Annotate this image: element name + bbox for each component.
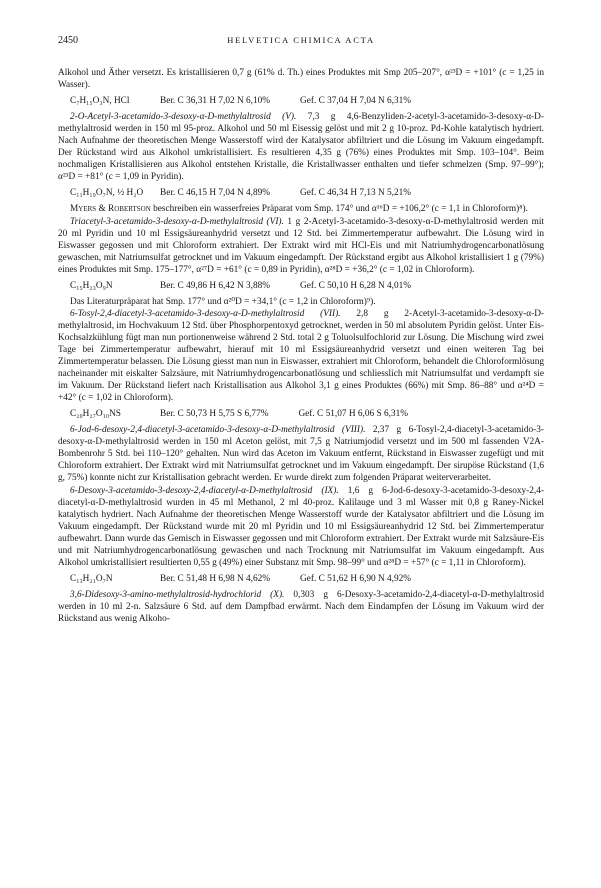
journal-title: HELVETICA CHIMICA ACTA bbox=[227, 35, 375, 45]
molecular-formula: C₁₃H₂₁O₇N bbox=[70, 573, 113, 584]
found-values: Gef. C 37,04 H 7,04 N 6,31% bbox=[300, 96, 412, 107]
paragraph-text: 1 g 2-Acetyl-3-acetamido-3-desoxy-α-D-methylaltrosid werden mit 20 ml Pyridin und 10 ml Essigsäureanhydrid versetzt und 12 Std. bei Zimmertemperatur aufbewahrt. Die Lösung wird in Eiswasser gegossen und mit Chloroform extrahiert. Der Extrakt wird mit HCl-Eis und mit Natriumhydrogencarbonatlösung gewaschen, mit Natriumsulfat getrocknet und im Vakuum eingedampft. Der Rückstand ergibt aus Alkohol kristallisiert 1 g (79%) eines Produktes mit Smp. 175–177°, α²⁷D = +61° (c = 0,89 in Pyridin), α²⁸D = +36,2° (c = 1,02 in Chloroform). bbox=[58, 216, 545, 275]
compound-title: Triacetyl-3-acetamido-3-desoxy-α-D-methylaltrosid (VI). bbox=[70, 216, 284, 227]
molecular-formula: C₂₀H₂₇O₁₀NS bbox=[70, 409, 121, 420]
elemental-analysis bbox=[70, 95, 544, 107]
calculated-values: Ber. C 51,48 H 6,98 N 4,62% bbox=[160, 573, 271, 584]
paragraph-text: 1,6 g 6-Jod-6-desoxy-3-acetamido-3-desoxy-2,4-diacetyl-α-D-methylaltrosid wurden in 45 ml Methanol, 2 ml 40-proz. Kalilauge und 3 ml Wasser mit 0,8 g Raney-Nickel katalytisch hydriert. Nach Aufnahme der theoretischen Menge Wasserstoff wurde der Katalysator abfiltriert und die Lösung im Vakuum eingedampft. Der Rückstand wurde mit 20 ml Pyridin und 10 ml Essigsäureanhydrid 12 Std. bei Zimmertemperatur aufbewahrt. Dann wurde das Gemisch in Eiswasser gegossen und mit Chloroform extrahiert. Der Extrakt wurde mit Salzsäure-Eis und mit Natriumhydrogencarbonatlösung gewaschen und nach Trocknung mit Natriumsulfat im Vakuum eingedampft. Aus Alkohol umkristallisiert resultierten 0,55 g (49%) einer Substanz mit Smp. 98–99° und α²⁸D = +57° (c = 1,11 in Chloroform). bbox=[58, 485, 544, 568]
paragraph bbox=[58, 424, 544, 484]
compound-title: 2-O-Acetyl-3-acetamido-3-desoxy-α-D-methylaltrosid (V). bbox=[70, 112, 297, 123]
calculated-values: Ber. C 49,86 H 6,42 N 3,88% bbox=[160, 280, 271, 291]
calculated-values: Ber. C 36,31 H 7,02 N 6,10% bbox=[160, 96, 271, 107]
paragraph bbox=[58, 296, 544, 308]
article-body bbox=[58, 67, 544, 625]
paragraph bbox=[58, 589, 544, 625]
paragraph bbox=[58, 485, 544, 569]
paragraph-text: 7,3 g 4,6-Benzyliden-2-acetyl-3-acetamido-3-desoxy-α-D-methylaltrosid werden in 150 ml 95-proz. Alkohol und 50 ml Eisessig gelöst und mit 2 g 10-proz. Pd-Kohle katalytisch hydriert. Nach Aufnahme der theoretischen Menge Wasserstoff wird der Katalysator abfiltriert und die Lösung im Vakuum eingedampft. Der Rückstand wird aus Alkohol umkristallisiert. Es resultieren 4,35 g (76%) eines Produktes mit Smp. 103–104°. Beim nochmaligen Kristallisieren aus Alkohol entstehen Kristalle, die Kristallwasser enthalten und tiefer schmelzen (Smp. 97–99°); α²³D = +81° (c = 1,09 in Pyridin). bbox=[58, 112, 544, 183]
molecular-formula: C₁₅H₂₃O₉N bbox=[70, 280, 113, 291]
found-values: Gef. C 50,10 H 6,28 N 4,01% bbox=[300, 280, 412, 291]
cited-authors: Myers & Robertson bbox=[70, 204, 151, 215]
found-values: Gef. C 51,07 H 6,06 S 6,31% bbox=[298, 409, 408, 420]
compound-title: 3,6-Didesoxy-3-amino-methylaltrosid-hydrochlorid (X). bbox=[70, 589, 285, 600]
paragraph bbox=[58, 216, 544, 276]
paragraph bbox=[58, 203, 544, 215]
paragraph-text: beschreiben ein wasserfreies Präparat vom Smp. 174° und α¹⁶D = +106,2° (c = 1,1 in Chloroform)⁸). bbox=[150, 204, 528, 215]
paragraph-text: 2,8 g 2-Acetyl-3-acetamido-3-desoxy-α-D-methylaltrosid, im Hochvakuum 12 Std. über Phosphorpentoxyd getrocknet, werden in 50 ml absolutem Pyridin gelöst. Unter Eis-Kochsalzkühlung fügt man nun portionenweise während 2 Std. total 2 g Toluolsulfochlorid zur Lösung. Die Mischung wird zwei Tage bei Zimmertemperatur aufbewahrt, hierauf mit 10 ml Essigsäureanhydrid versetzt und einen weiteren Tag bei Zimmertemperatur belassen. Die Lösung giesst man nun in Eiswasser, extrahiert mit Chloroform, behandelt die Chloroformlösung nacheinander mit eiskalter Salzsäure, mit Natriumhydrogencarbonatlösung und schliesslich mit Natriumsulfat und verdampft sie im Vakuum. Der Rückstand liefert nach Kristallisation aus Alkohol 3,1 g eines Produktes (66%) mit Smp. 86–88° und α²⁴D = +42° (c = 1,02 in Chloroform). bbox=[58, 308, 545, 404]
page-header bbox=[58, 34, 544, 49]
compound-title: 6-Tosyl-2,4-diacetyl-3-acetamido-3-desoxy-α-D-methylaltrosid (VII). bbox=[70, 308, 341, 319]
paragraph-text: 2,37 g 6-Tosyl-2,4-diacetyl-3-acetamido-3-desoxy-α-D-methylaltrosid werden in 150 ml Aceton gelöst, mit 7,5 g Natriumjodid versetzt und im 500 ml fassenden V2A-Bombenrohr 5 Std. bei 110–120° gehalten. Nun wird das Aceton im Vakuum entfernt, Rückstand in Eiswasser zugefügt und mit Chloroform extrahiert. Der Extrakt wird mit Natriumsulfat getrocknet und im Vakuum eingedampft. Der sirupöse Rückstand (1,6 g, 75%) konnte nicht zur Kristallisation gebracht werden. Er wurde direkt zum folgenden Präparat weiterverarbeitet. bbox=[58, 425, 545, 484]
elemental-analysis bbox=[70, 408, 544, 420]
paragraph-text: 0,303 g 6-Desoxy-3-acetamido-2,4-diacetyl-α-D-methylaltrosid werden in 10 ml 2-n. Salzsäure 6 Std. auf dem Dampfbad erwärmt. Nach dem Eindampfen der Lösung im Vakuum wird der Rückstand aus wenig Alkoho- bbox=[58, 589, 545, 624]
compound-title: 6-Jod-6-desoxy-2,4-diacetyl-3-acetamido-3-desoxy-α-D-methylaltrosid (VIII). bbox=[70, 425, 366, 436]
elemental-analysis bbox=[70, 280, 544, 292]
paragraph bbox=[58, 67, 544, 91]
paragraph bbox=[58, 111, 544, 183]
paragraph-text: Alkohol und Äther versetzt. Es kristallisieren 0,7 g (61% d. Th.) eines Produktes mit Smp 205–207°, α²³D = +101° (c = 1,25 in Wasser). bbox=[58, 68, 544, 91]
found-values: Gef. C 51,62 H 6,90 N 4,92% bbox=[300, 573, 412, 584]
molecular-formula: C₇H₁₅O₃N, HCl bbox=[70, 96, 130, 107]
page-number: 2450 bbox=[58, 35, 78, 46]
elemental-analysis bbox=[70, 187, 544, 199]
calculated-values: Ber. C 46,15 H 7,04 N 4,89% bbox=[160, 188, 271, 199]
compound-title: 6-Desoxy-3-acetamido-3-desoxy-2,4-diacetyl-α-D-methylaltrosid (IX). bbox=[70, 485, 339, 496]
elemental-analysis bbox=[70, 573, 544, 585]
paragraph-text: Das Literaturpräparat hat Smp. 177° und α²⁰D = +34,1° (c = 1,2 in Chloroform)⁹). bbox=[70, 296, 376, 307]
found-values: Gef. C 46,34 H 7,13 N 5,21% bbox=[300, 188, 412, 199]
calculated-values: Ber. C 50,73 H 5,75 S 6,77% bbox=[160, 409, 269, 420]
paragraph bbox=[58, 308, 544, 404]
molecular-formula: C₁₁H₁₉O₇N, ½ H₂O bbox=[70, 188, 144, 199]
